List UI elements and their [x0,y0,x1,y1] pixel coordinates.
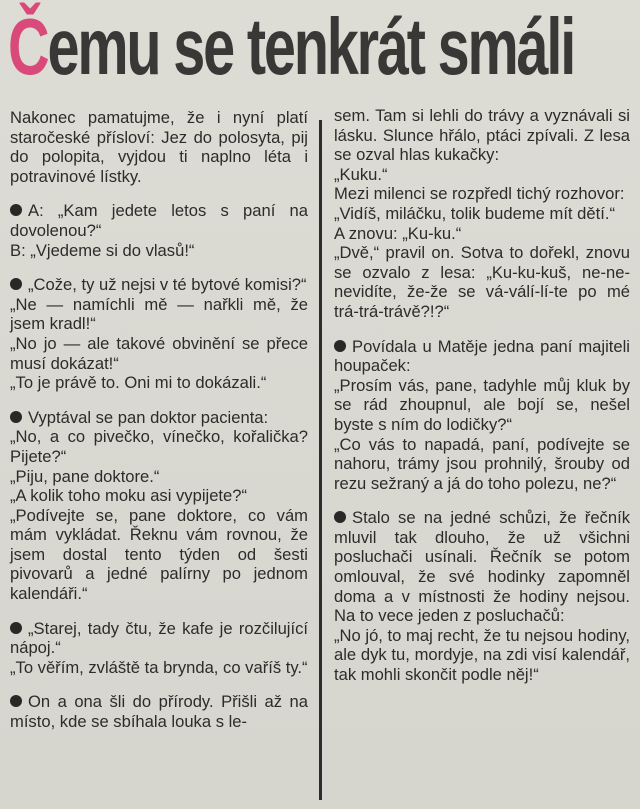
joke-text: „Co vás to napadá, paní, podívejte se nahoru, trámy jsou prohnilý, šrouby od rezu sežraný a já do toho polezu, ne?“ [334,434,630,493]
joke-block-5-continued [334,106,630,322]
joke-block-1 [10,201,308,260]
joke-text: „Kuku.“ [334,164,388,184]
joke-block-4 [10,619,308,678]
joke-text: A znovu: „Ku-ku.“ [334,223,462,243]
joke-text: On a ona šli do přírody. Přišli až na místo, kde se sbíhala louka s le- [10,692,308,732]
joke-block-6 [334,337,630,494]
joke-text: Stalo se na jedné schůzi, že řečník mluvil tak dlouho, že už všichni posluchači usínali. Řečník se potom omlouval, že své hodinky zapomněl doma a v místnosti že hodiny nejsou. Na to vece jeden z posluchačů: [334,508,630,626]
column-divider [319,120,322,800]
joke-text: B: „Vjedeme si do vlasů!“ [10,240,195,260]
bullet-icon [10,204,22,216]
joke-block-2 [10,275,308,393]
joke-text: Povídala u Matěje jedna paní majiteli houpaček: [334,336,630,376]
bullet-icon [10,622,22,634]
intro-paragraph: Nakonec pamatujme, že i nyní platí staročeské přísloví: Jez do polosyta, pij do polopita, vyjdou ti naplno léta i potravinové lístky. [10,108,308,186]
joke-text: Mezi milenci se rozpředl tichý rozhovor: [334,184,625,204]
bullet-icon [10,278,22,290]
joke-text: „Ne — namíchli mě — nařkli mě, že jsem kradl!“ [10,294,308,334]
joke-text: Vyptával se pan doktor pacienta: [28,407,269,427]
joke-text: „Podívejte se, pane doktore, co vám mám vykládat. Řeknu vám rovnou, že jsem dostal tento týden od šesti pivovarů a jedné palírny po jednom kalendáři.“ [10,505,308,604]
bullet-icon [10,411,22,423]
joke-text: „Cože, ty už nejsi v té bytové komisi?“ [28,275,307,295]
joke-text: „To je právě to. Oni mi to dokázali.“ [10,373,267,393]
joke-block-5-start [10,692,308,731]
joke-text: „Starej, tady čtu, že kafe je rozčilující nápoj.“ [10,618,308,658]
joke-text: „No jo — ale takové obvinění se přece musí dokázat!“ [10,333,308,373]
joke-text: „Vidíš, miláčku, tolik budeme mít dětí.“ [334,203,615,223]
joke-text: sem. Tam si lehli do trávy a vyznávali si lásku. Slunce hřálo, ptáci zpívali. Z lesa se ozval hlas kukačky: [334,106,630,165]
joke-text: A: „Kam jedete letos s paní na dovolenou?“ [10,201,308,240]
right-column [334,106,630,685]
bullet-icon [10,695,22,707]
title-text: emu se tenkrát smáli [47,2,575,91]
joke-text: „Prosím vás, pane, tadyhle můj kluk by se rád zhoupnul, ale bojí se, nešel byste s ním do lodičky?“ [334,375,630,434]
joke-block-7 [334,508,630,684]
joke-text: „Dvě,“ pravil on. Sotva to dořekl, znovu se ozvalo z lesa: „Ku-ku-kuš, ne-ne-nevidíte, že-že se vá-válí-lí-te po mé trá-trá-trávě?!?“ [334,243,630,321]
article-title [8,2,575,91]
joke-text: „No jó, to maj recht, že tu nejsou hodiny, ale dyk tu, mordyje, na zdi visí kalendář, tak mohli skončit podle něj!“ [334,625,630,685]
bullet-icon [334,340,346,352]
joke-text: „Piju, pane doktore.“ [10,466,160,486]
left-column [10,108,308,732]
joke-text: „To věřím, zvláště ta brynda, co vaříš ty.“ [10,657,308,677]
joke-text: „A kolik toho moku asi vypijete?“ [10,486,248,506]
bullet-icon [334,511,346,523]
joke-block-3 [10,408,308,604]
title-accent-letter: Č [8,2,48,91]
joke-text: „No, a co pivečko, vínečko, kořalička? Pijete?“ [10,427,308,466]
